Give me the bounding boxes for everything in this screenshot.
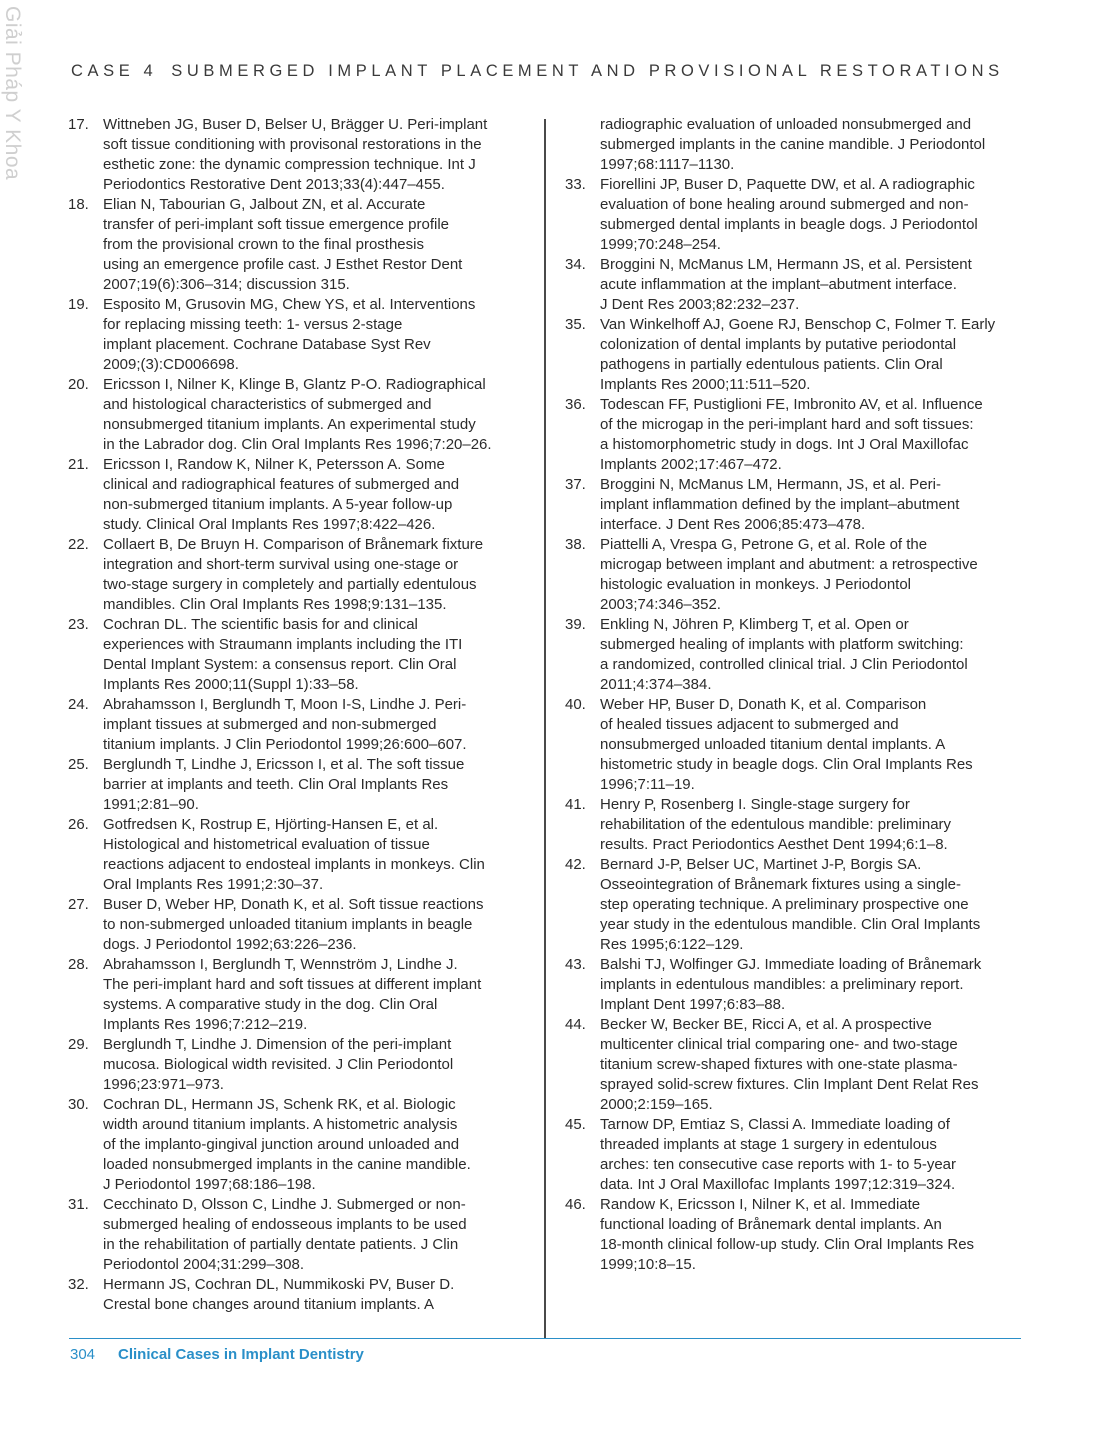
reference-line: of healed tissues adjacent to submerged and [600,716,899,733]
reference-line: Fiorellini JP, Buser D, Paquette DW, et al. A radiographic [600,176,975,193]
reference-line: Berglundh T, Lindhe J, Ericsson I, et al. The soft tissue [103,756,465,773]
reference-line: Becker W, Becker BE, Ricci A, et al. A prospective [600,1016,932,1033]
reference-line: acute inflammation at the implant–abutment interface. [600,276,957,293]
reference-number: 39. [565,616,586,633]
reference-line: 1999;70:248–254. [600,236,721,253]
reference-line: Hermann JS, Cochran DL, Nummikoski PV, Buser D. [103,1276,455,1293]
reference-line: threaded implants at stage 1 surgery in edentulous [600,1136,937,1153]
reference-line: and histological characteristics of submerged and [103,396,432,413]
page-number: 304 [70,1346,96,1363]
reference-line: 1999;10:8–15. [600,1256,696,1273]
reference-line: a randomized, controlled clinical trial. J Clin Periodontol [600,656,968,673]
reference-number: 17. [68,116,89,133]
reference-line: systems. A comparative study in the dog. Clin Oral [103,996,438,1013]
reference-line: Implants Res 1996;7:212–219. [103,1016,308,1033]
reference-line: titanium screw-shaped fixtures with one-state plasma- [600,1056,958,1073]
reference-line: two-stage surgery in completely and partially edentulous [103,576,477,593]
reference-number: 29. [68,1036,89,1053]
reference-line: Weber HP, Buser D, Donath K, et al. Comparison [600,696,927,713]
reference-entry [66,1195,526,1275]
reference-line: Abrahamsson I, Berglundh T, Moon I-S, Lindhe J. Peri- [103,696,467,713]
reference-entry [66,895,526,955]
reference-line: submerged dental implants in beagle dogs. J Periodontol [600,216,978,233]
reference-line: radiographic evaluation of unloaded nonsubmerged and [600,116,972,133]
reference-line: histologic evaluation in monkeys. J Periodontol [600,576,912,593]
reference-line: loaded nonsubmerged implants in the canine mandible. [103,1156,471,1173]
reference-line: results. Pract Periodontics Aesthet Dent 1994;6:1–8. [600,836,948,853]
reference-line: arches: ten consecutive case reports with 1- to 5-year [600,1156,957,1173]
reference-line: 2007;19(6):306–314; discussion 315. [103,276,350,293]
reference-line: a histomorphometric study in dogs. Int J Oral Maxillofac [600,436,969,453]
reference-entry [563,315,1025,395]
reference-number: 30. [68,1096,89,1113]
reference-line: Tarnow DP, Emtiaz S, Classi A. Immediate loading of [600,1116,950,1133]
reference-number: 34. [565,256,586,273]
reference-line: Periodontics Restorative Dent 2013;33(4):447–455. [103,176,445,193]
reference-line: Cecchinato D, Olsson C, Lindhe J. Submerged or non- [103,1196,466,1213]
reference-line: Van Winkelhoff AJ, Goene RJ, Benschop C, Folmer T. Early [600,316,996,333]
reference-line: from the provisional crown to the final prosthesis [103,236,424,253]
reference-number: 46. [565,1196,586,1213]
reference-line: barrier at implants and teeth. Clin Oral Implants Res [103,776,449,793]
reference-line: experiences with Straumann implants including the ITI [103,636,463,653]
reference-number: 43. [565,956,586,973]
reference-line: Periodontol 2004;31:299–308. [103,1256,305,1273]
running-head [71,62,1004,81]
reference-number: 25. [68,756,89,773]
reference-line: nonsubmerged titanium implants. An experimental study [103,416,476,433]
reference-line: Balshi TJ, Wolfinger GJ. Immediate loading of Brånemark [600,956,982,973]
reference-entry [563,855,1025,955]
reference-number: 26. [68,816,89,833]
reference-line: Res 1995;6:122–129. [600,936,744,953]
reference-entry [563,115,1025,175]
reference-number: 32. [68,1276,89,1293]
reference-entry [563,1195,1025,1275]
reference-line: Cochran DL, Hermann JS, Schenk RK, et al. Biologic [103,1096,456,1113]
reference-line: reactions adjacent to endosteal implants in monkeys. Clin [103,856,485,873]
reference-number: 37. [565,476,586,493]
reference-line: Implant Dent 1997;6:83–88. [600,996,786,1013]
reference-line: 2000;2:159–165. [600,1096,713,1113]
reference-entry [66,295,526,375]
reference-line: using an emergence profile cast. J Esthet Restor Dent [103,256,463,273]
reference-line: Implants Res 2000;11(Suppl 1):33–58. [103,676,359,693]
reference-line: Collaert B, De Bruyn H. Comparison of Brånemark fixture [103,536,484,553]
reference-line: study. Clinical Oral Implants Res 1997;8:422–426. [103,516,436,533]
reference-number: 40. [565,696,586,713]
reference-entry [563,695,1025,795]
reference-line: submerged implants in the canine mandible. J Periodontol [600,136,986,153]
reference-line: width around titanium implants. A histometric analysis [103,1116,458,1133]
reference-line: Ericsson I, Randow K, Nilner K, Petersson A. Some [103,456,445,473]
reference-line: 18-month clinical follow-up study. Clin Oral Implants Res [600,1236,975,1253]
reference-line: implant placement. Cochrane Database Syst Rev [103,336,431,353]
reference-line: Abrahamsson I, Berglundh T, Wennström J, Lindhe J. [103,956,458,973]
reference-line: Todescan FF, Pustiglioni FE, Imbronito AV, et al. Influence [600,396,983,413]
column-divider [544,119,546,1338]
reference-line: Crestal bone changes around titanium implants. A [103,1296,435,1313]
book-title: Clinical Cases in Implant Dentistry [118,1346,364,1363]
reference-line: sprayed solid-screw fixtures. Clin Implant Dent Relat Res [600,1076,979,1093]
reference-line: Bernard J-P, Belser UC, Martinet J-P, Borgis SA. [600,856,922,873]
reference-line: to non-submerged unloaded titanium implants in beagle [103,916,473,933]
reference-entry [66,455,526,535]
reference-line: submerged healing of endosseous implants to be used [103,1216,467,1233]
reference-line: microgap between implant and abutment: a retrospective [600,556,978,573]
reference-entry [66,195,526,295]
reference-line: Ericsson I, Nilner K, Klinge B, Glantz P-O. Radiographical [103,376,486,393]
reference-entry [66,815,526,895]
reference-number: 31. [68,1196,89,1213]
reference-entry [563,535,1025,615]
reference-line: transfer of peri-implant soft tissue emergence profile [103,216,449,233]
reference-line: titanium implants. J Clin Periodontol 1999;26:600–607. [103,736,467,753]
case-label: CASE 4 [71,62,158,80]
reference-line: 2011;4:374–384. [600,676,712,693]
reference-line: Esposito M, Grusovin MG, Chew YS, et al. Interventions [103,296,476,313]
reference-line: of the implanto-gingival junction around unloaded and [103,1136,460,1153]
reference-line: J Dent Res 2003;82:232–237. [600,296,800,313]
reference-line: Broggini N, McManus LM, Hermann JS, et al. Persistent [600,256,972,273]
reference-line: clinical and radiographical features of submerged and [103,476,460,493]
reference-line: of the microgap in the peri-implant hard and soft tissues: [600,416,974,433]
reference-line: in the rehabilitation of partially dentate patients. J Clin [103,1236,459,1253]
reference-line: in the Labrador dog. Clin Oral Implants Res 1996;7:20–26. [103,436,492,453]
reference-number: 28. [68,956,89,973]
reference-line: Wittneben JG, Buser D, Belser U, Brägger U. Peri-implant [103,116,488,133]
reference-line: 1991;2:81–90. [103,796,199,813]
reference-entry [66,615,526,695]
watermark-text: Giải Pháp Y Khoa [1,6,24,181]
reference-entry [563,1015,1025,1115]
reference-entry [66,1035,526,1095]
reference-line: year study in the edentulous mandible. Clin Oral Implants [600,916,981,933]
reference-number: 45. [565,1116,586,1133]
reference-entry [66,115,526,195]
reference-number: 27. [68,896,89,913]
reference-line: Histological and histometrical evaluation of tissue [103,836,430,853]
reference-line: 1996;23:971–973. [103,1076,224,1093]
reference-line: Implants Res 2000;11:511–520. [600,376,811,393]
reference-number: 22. [68,536,89,553]
reference-line: data. Int J Oral Maxillofac Implants 1997;12:319–324. [600,1176,956,1193]
reference-line: mandibles. Clin Oral Implants Res 1998;9:131–135. [103,596,447,613]
reference-line: non-submerged titanium implants. A 5-year follow-up [103,496,453,513]
reference-number: 33. [565,176,586,193]
reference-entry [563,955,1025,1015]
reference-number: 38. [565,536,586,553]
reference-line: Berglundh T, Lindhe J. Dimension of the peri-implant [103,1036,452,1053]
reference-line: implant tissues at submerged and non-submerged [103,716,437,733]
reference-entry [563,795,1025,855]
reference-line: Osseointegration of Brånemark fixtures using a single- [600,876,962,893]
reference-number: 18. [68,196,89,213]
reference-line: rehabilitation of the edentulous mandible: preliminary [600,816,952,833]
reference-line: Implants 2002;17:467–472. [600,456,782,473]
reference-number: 36. [565,396,586,413]
reference-line: Buser D, Weber HP, Donath K, et al. Soft tissue reactions [103,896,484,913]
reference-line: nonsubmerged unloaded titanium dental implants. A [600,736,946,753]
reference-line: Elian N, Tabourian G, Jalbout ZN, et al. Accurate [103,196,426,213]
reference-number: 23. [68,616,89,633]
reference-line: Randow K, Ericsson I, Nilner K, et al. Immediate [600,1196,921,1213]
reference-line: mucosa. Biological width revisited. J Clin Periodontol [103,1056,454,1073]
reference-line: esthetic zone: the dynamic compression technique. Int J [103,156,476,173]
reference-number: 44. [565,1016,586,1033]
reference-line: soft tissue conditioning with provisonal restorations in the [103,136,482,153]
reference-line: Henry P, Rosenberg I. Single-stage surgery for [600,796,910,813]
reference-line: Piattelli A, Vrespa G, Petrone G, et al. Role of the [600,536,928,553]
reference-entry [66,755,526,815]
chapter-title: SUBMERGED IMPLANT PLACEMENT AND PROVISIONAL RESTORATIONS [171,62,1004,80]
reference-entry [563,175,1025,255]
reference-line: implants in edentulous mandibles: a preliminary report. [600,976,964,993]
reference-entry [563,1115,1025,1195]
reference-entry [563,255,1025,315]
reference-line: dogs. J Periodontol 1992;63:226–236. [103,936,357,953]
reference-line: 2003;74:346–352. [600,596,721,613]
reference-line: implant inflammation defined by the implant–abutment [600,496,960,513]
reference-line: step operating technique. A preliminary prospective one [600,896,969,913]
reference-line: histometric study in beagle dogs. Clin Oral Implants Res [600,756,973,773]
reference-number: 42. [565,856,586,873]
reference-entry [66,375,526,455]
reference-line: Oral Implants Res 1991;2:30–37. [103,876,324,893]
reference-line: multicenter clinical trial comparing one- and two-stage [600,1036,958,1053]
reference-line: submerged healing of implants with platform switching: [600,636,964,653]
reference-line: colonization of dental implants by putative periodontal [600,336,957,353]
reference-line: 2009;(3):CD006698. [103,356,239,373]
reference-entry [66,535,526,615]
reference-line: Gotfredsen K, Rostrup E, Hjörting-Hansen E, et al. [103,816,439,833]
reference-line: Broggini N, McManus LM, Hermann, JS, et al. Peri- [600,476,941,493]
reference-line: interface. J Dent Res 2006;85:473–478. [600,516,866,533]
reference-entry [66,1095,526,1195]
reference-line: Enkling N, Jöhren P, Klimberg T, et al. Open or [600,616,909,633]
reference-entry [563,475,1025,535]
reference-list-left [66,115,526,1315]
reference-line: Cochran DL. The scientific basis for and clinical [103,616,418,633]
reference-line: pathogens in partially edentulous patients. Clin Oral [600,356,943,373]
reference-entry [66,1275,526,1315]
footer-rule [69,1338,1021,1339]
reference-entry [66,955,526,1035]
reference-number: 20. [68,376,89,393]
reference-line: for replacing missing teeth: 1- versus 2-stage [103,316,403,333]
reference-list-right [563,115,1025,1275]
reference-number: 19. [68,296,89,313]
reference-line: integration and short-term survival using one-stage or [103,556,459,573]
reference-line: J Periodontol 1997;68:186–198. [103,1176,316,1193]
reference-number: 35. [565,316,586,333]
reference-line: functional loading of Brånemark dental implants. An [600,1216,942,1233]
reference-number: 41. [565,796,586,813]
reference-number: 21. [68,456,89,473]
reference-line: 1996;7:11–19. [600,776,695,793]
reference-entry [66,695,526,755]
reference-line: Dental Implant System: a consensus report. Clin Oral [103,656,457,673]
reference-line: 1997;68:1117–1130. [600,156,735,173]
reference-line: The peri-implant hard and soft tissues at different implant [103,976,482,993]
reference-entry [563,615,1025,695]
reference-line: evaluation of bone healing around submerged and non- [600,196,969,213]
page-footer [70,1346,364,1363]
reference-number: 24. [68,696,89,713]
reference-entry [563,395,1025,475]
